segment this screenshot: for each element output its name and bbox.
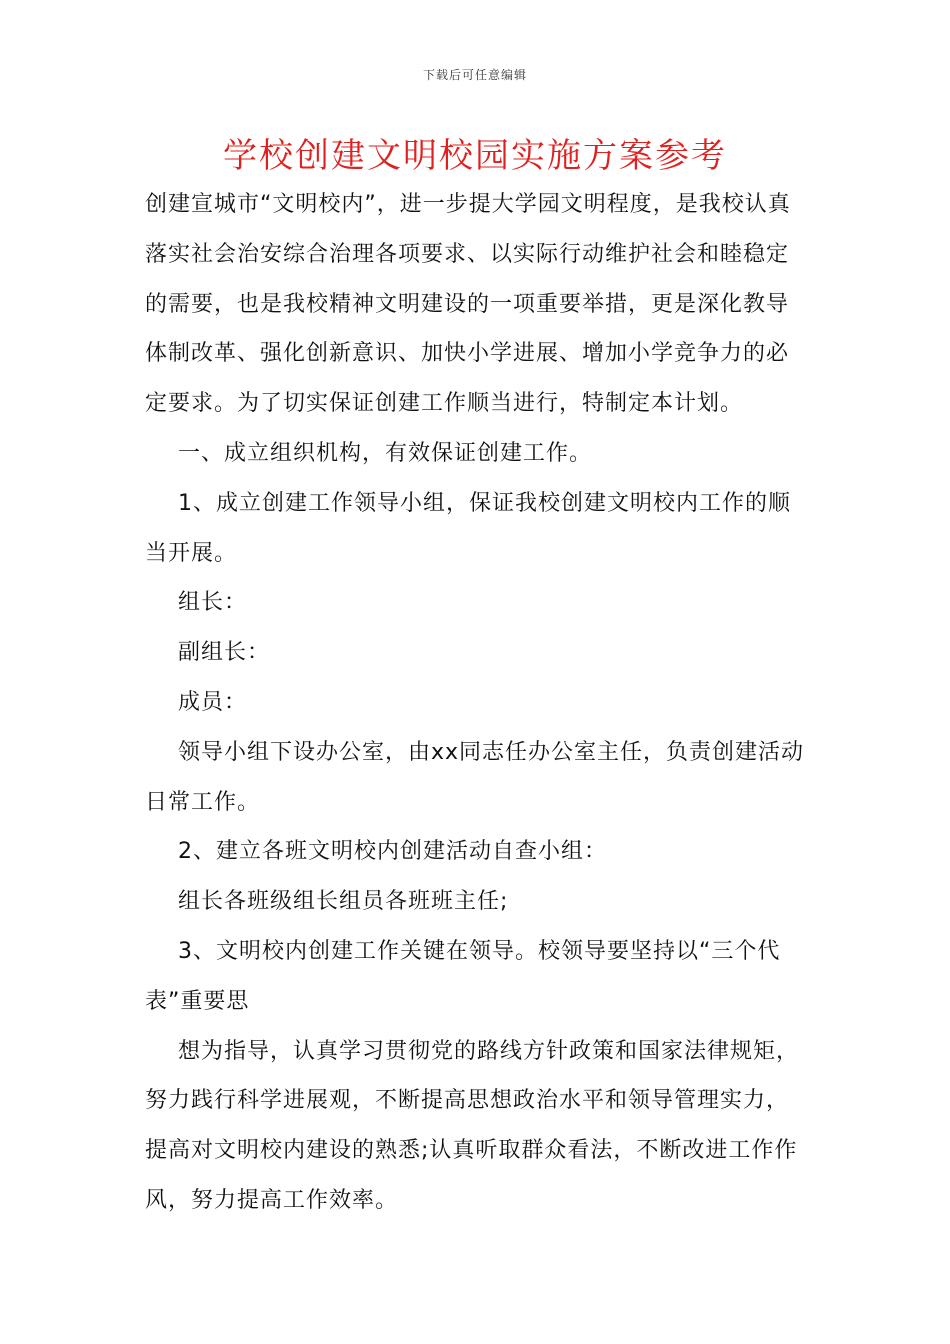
paragraph-item-2: 2、建立各班文明校内创建活动自查小组： [178,839,607,865]
document-body [145,180,810,1226]
paragraph-section-1: 一、成立组织机构，有效保证创建工作。 [178,440,593,466]
paragraph-deputy-leader: 副组长： [178,640,271,666]
paragraph-class-groups: 组长各班级组长组员各班班主任; [178,889,509,915]
paragraph-guidance: 想为指导，认真学习贯彻党的路线方针政策和国家法律规矩，努力践行科学进展观，不断提高思想政治水平和领导管理实力，提高对文明校内建设的熟悉;认真听取群众看法，不断改进工作作风，努力提高工作效率。 [145,1038,800,1213]
document-title: 学校创建文明校园实施方案参考 [223,136,727,176]
paragraph-group-leader: 组长： [178,590,248,616]
paragraph-members: 成员： [178,689,248,715]
paragraph-office: 领导小组下设办公室，由xx同志任办公室主任，负责创建活动日常工作。 [145,739,805,815]
header-note: 下载后可任意编辑 [422,68,527,82]
paragraph-item-3: 3、文明校内创建工作关键在领导。校领导要坚持以“三个代表”重要思 [145,938,781,1014]
paragraph-intro: 创建宣城市“文明校内”，进一步提大学园文明程度，是我校认真落实社会治安综合治理各项要求、以实际行动维护社会和睦稳定的需要，也是我校精神文明建设的一项重要举措，更是深化教导体制改革、强化创新意识、加快小学进展、增加小学竞争力的必定要求。为了切实保证创建工作顺当进行，特制定本计划。 [145,192,791,417]
paragraph-item-1: 1、成立创建工作领导小组，保证我校创建文明校内工作的顺当开展。 [145,490,791,566]
